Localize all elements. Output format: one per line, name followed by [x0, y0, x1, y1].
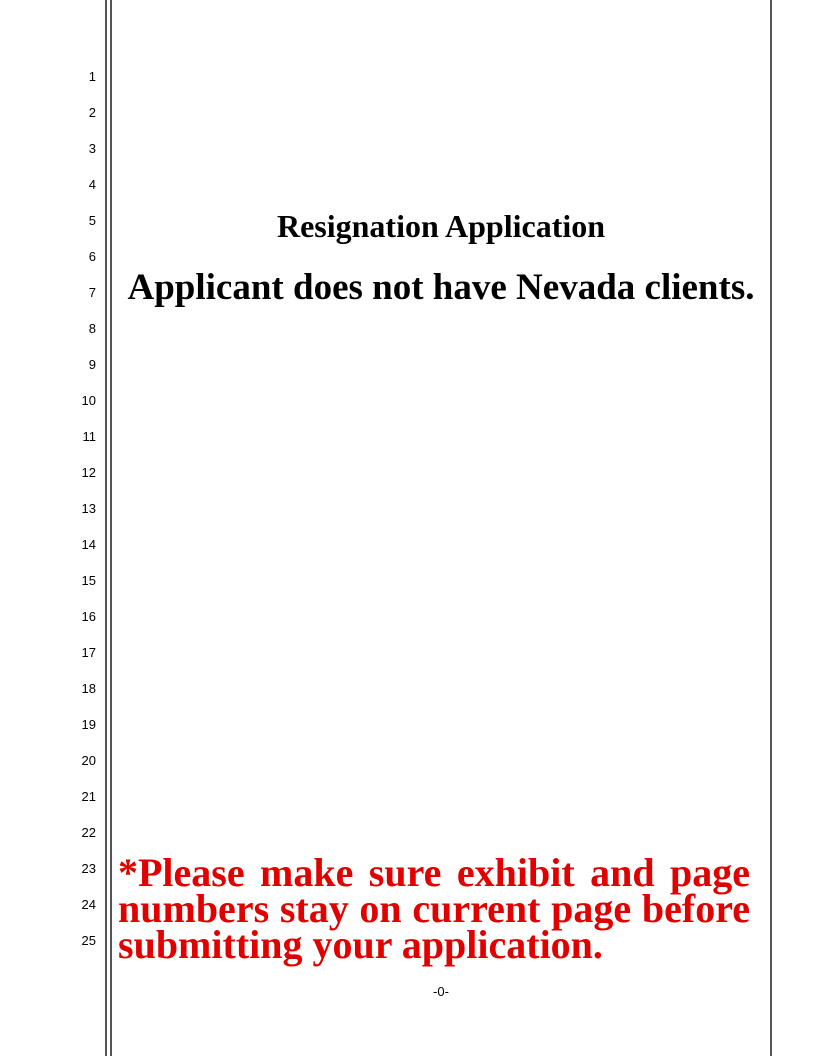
line-number: 15 — [81, 573, 96, 588]
line-number: 18 — [81, 681, 96, 696]
line-number: 10 — [81, 393, 96, 408]
line-number: 12 — [81, 465, 96, 480]
line-number: 22 — [81, 825, 96, 840]
line-number: 16 — [81, 609, 96, 624]
line-number: 13 — [81, 501, 96, 516]
line-number: 19 — [81, 717, 96, 732]
line-number: 4 — [88, 177, 96, 192]
line-number: 6 — [88, 249, 96, 264]
line-number: 17 — [81, 645, 96, 660]
left-margin-rule-outer — [105, 0, 107, 1056]
line-number: 24 — [81, 897, 96, 912]
line-number: 14 — [81, 537, 96, 552]
right-margin-rule — [770, 0, 772, 1056]
line-number: 23 — [81, 861, 96, 876]
line-number: 9 — [88, 357, 96, 372]
document-subtitle: Applicant does not have Nevada clients. — [127, 267, 755, 308]
line-number: 8 — [88, 321, 96, 336]
page-number: -0- — [433, 984, 449, 999]
line-number: 21 — [81, 789, 96, 804]
line-number: 7 — [88, 285, 96, 300]
line-number: 1 — [88, 69, 96, 84]
left-margin-rule-inner — [110, 0, 112, 1056]
document-title: Resignation Application — [276, 208, 606, 244]
line-number: 2 — [88, 105, 96, 120]
submission-notice: *Please make sure exhibit and page numbers stay on current page before submitting your application. — [118, 850, 750, 967]
line-number: 3 — [88, 141, 96, 156]
line-number: 11 — [82, 429, 96, 444]
line-number: 25 — [81, 933, 96, 948]
line-number: 5 — [88, 213, 96, 228]
line-number: 20 — [81, 753, 96, 768]
